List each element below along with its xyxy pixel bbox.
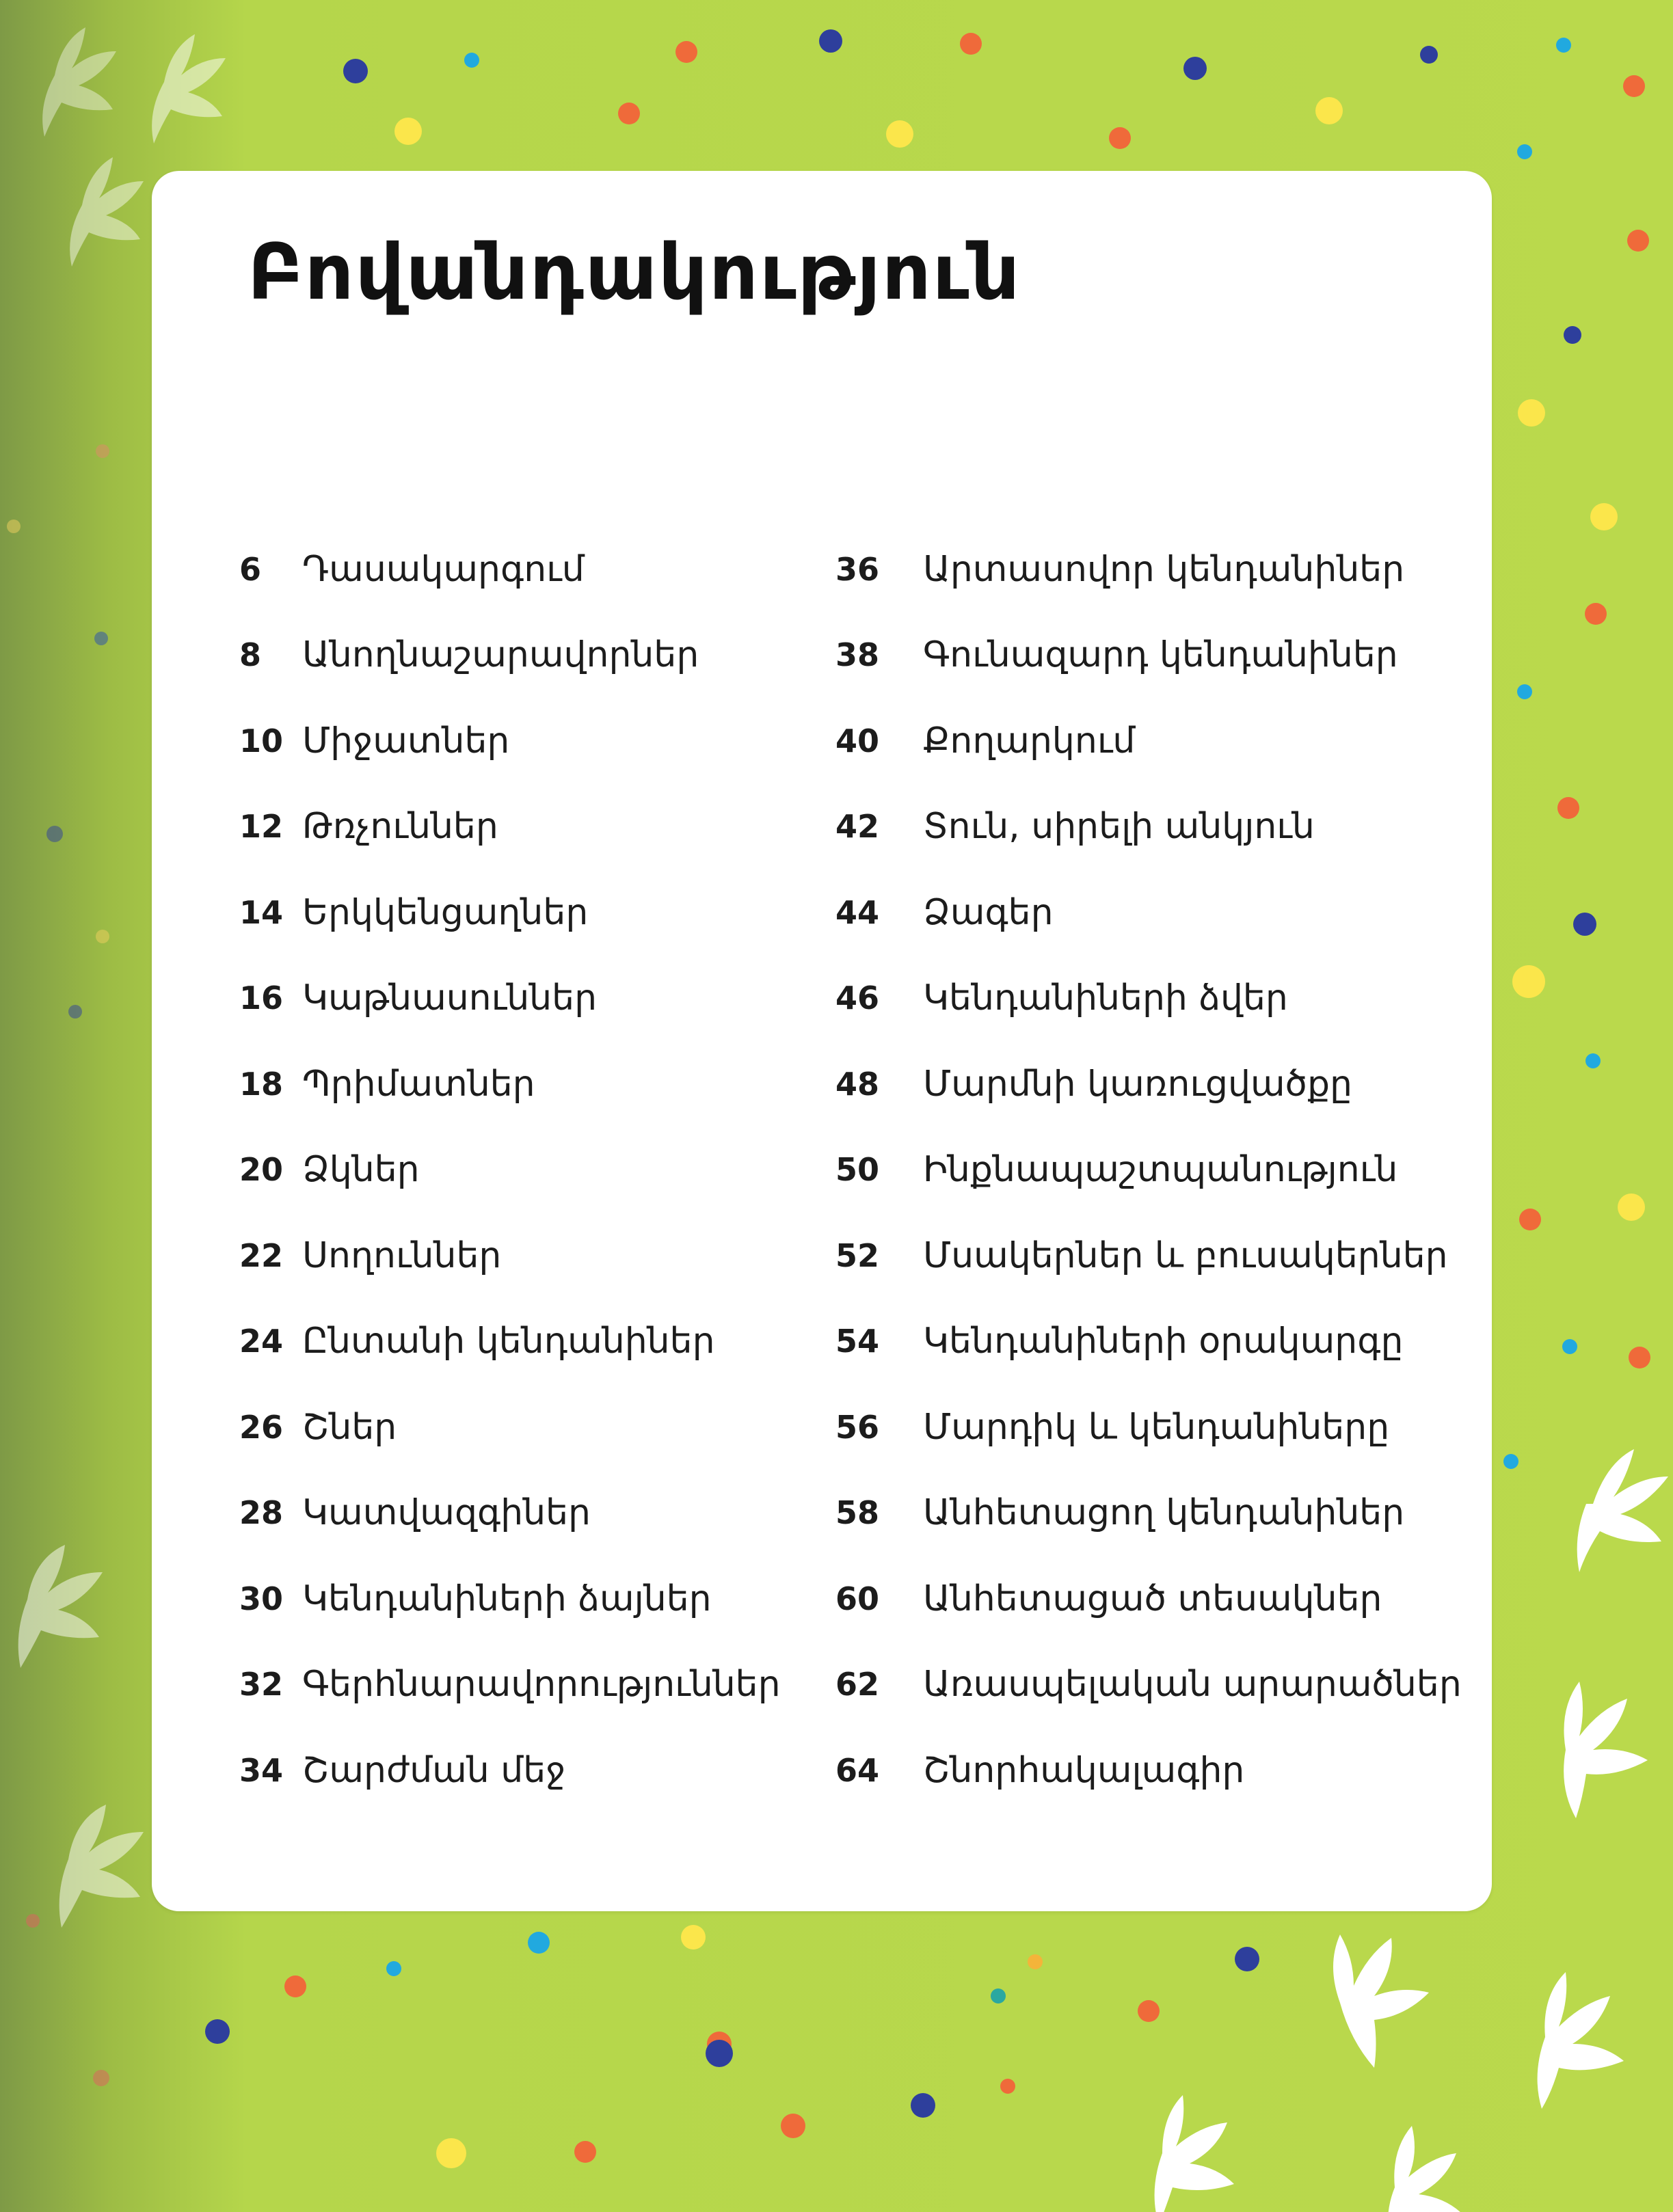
toc-entry[interactable] [835,784,1462,870]
toc-entry[interactable] [239,869,781,956]
entry-label: Կենդանիների ձվեր [923,977,1288,1019]
contents-card [152,171,1492,1911]
toc-entry[interactable] [835,526,1462,612]
dot [464,53,479,68]
dot [68,1005,82,1019]
dot [1512,965,1545,998]
dot [93,2070,109,2086]
page-number: 26 [239,1408,284,1446]
dino-footprint-icon [152,34,226,144]
dot [1420,46,1438,64]
page-number: 32 [239,1666,284,1703]
dot [7,520,21,533]
page-number: 54 [835,1323,880,1360]
dot [284,1975,306,1997]
toc-entry[interactable] [239,1642,781,1728]
toc-entry[interactable] [835,1556,1462,1642]
dot [1590,503,1618,530]
dot [386,1961,401,1976]
page-number: 6 [239,550,262,588]
entry-label: Ընտանի կենդանիներ [302,1321,715,1362]
dot [574,2141,596,2163]
entry-label: Պրիմատներ [302,1063,535,1105]
dot [205,2019,230,2044]
dot [960,33,982,55]
page-number: 60 [835,1580,880,1617]
entry-label: Ձագեր [923,891,1054,933]
entry-label: Անհետացած տեսակներ [923,1578,1382,1619]
toc-entry[interactable] [835,869,1462,956]
page-number: 10 [239,722,284,759]
dot [1315,97,1343,124]
entry-label: Ձկներ [302,1149,420,1191]
dot [94,632,108,645]
page-number: 62 [835,1666,880,1703]
page-number: 28 [239,1494,284,1532]
page-number: 8 [239,636,262,674]
toc-entry[interactable] [239,1727,781,1813]
toc-entry[interactable] [239,784,781,870]
toc-entry[interactable] [239,1213,781,1299]
dot [1556,38,1571,53]
page-number: 46 [835,980,880,1017]
dino-footprint-icon [1564,1682,1648,1818]
dot [991,1988,1006,2004]
entry-label: Երկկենցաղներ [302,891,589,933]
dot [1519,1209,1541,1230]
dot [1109,127,1131,149]
toc-entry[interactable] [239,1556,781,1642]
dot [1629,1347,1650,1368]
entry-label: Սողուններ [302,1235,502,1276]
dot [394,118,422,145]
dino-footprint-icon [18,1545,103,1668]
dino-footprint-icon [1577,1449,1668,1572]
dot [1028,1954,1043,1969]
contents-column-right [835,526,1462,1813]
dot [46,826,63,842]
dot [1518,399,1545,427]
dot [1627,230,1649,252]
page-number: 34 [239,1751,284,1789]
toc-entry[interactable] [835,698,1462,784]
entry-label: Անհետացող կենդանիներ [923,1492,1405,1534]
entry-label: Գունազարդ կենդանիներ [923,634,1398,676]
page-title: Բովանդակություն [247,228,1021,317]
page-number: 52 [835,1237,880,1274]
entry-label: Կենդանիների ձայներ [302,1578,712,1619]
dino-footprint-icon [59,1805,144,1928]
contents-column-left [239,526,781,1813]
dot [1585,603,1607,625]
dot [781,2114,805,2138]
page-number: 24 [239,1323,284,1360]
toc-entry[interactable] [835,612,1462,699]
entry-label: Գերհնարավորություններ [302,1664,781,1705]
dot [911,2093,935,2118]
page-number: 58 [835,1494,880,1532]
toc-entry[interactable] [239,956,781,1042]
dot [1138,2000,1160,2022]
dot [1503,1454,1518,1469]
dot [1000,2079,1015,2094]
page-number: 20 [239,1151,284,1189]
dot [528,1932,550,1954]
dot [886,120,913,148]
dot [819,29,842,53]
toc-entry[interactable] [835,1384,1462,1470]
toc-entry[interactable] [239,526,781,612]
toc-entry[interactable] [835,1213,1462,1299]
toc-entry[interactable] [239,1041,781,1127]
dot [1517,144,1532,159]
dot [1618,1193,1645,1221]
dot [618,103,640,124]
entry-label: Մսակերներ և բուսակերներ [923,1235,1448,1276]
toc-entry[interactable] [239,1127,781,1213]
toc-entry[interactable] [239,698,781,784]
page-number: 42 [835,808,880,846]
dino-footprint-icon [1538,1972,1624,2109]
toc-entry[interactable] [239,1470,781,1556]
toc-entry[interactable] [835,1642,1462,1728]
entry-label: Կենդանիների օրակարգը [923,1321,1404,1362]
page-number: 36 [835,550,880,588]
entry-label: Շարժման մեջ [302,1749,566,1791]
page-number: 56 [835,1408,880,1446]
toc-entry[interactable] [239,1299,781,1385]
page-number: 18 [239,1065,284,1103]
entry-label: Մարդիկ և կենդանիները [923,1406,1390,1448]
toc-entry[interactable] [835,1127,1462,1213]
dino-footprint-icon [42,27,116,137]
toc-entry[interactable] [835,1470,1462,1556]
page-number: 38 [835,636,880,674]
dot [1235,1947,1259,1971]
dot [436,2138,466,2168]
entry-label: Մարմնի կառուցվածքը [923,1063,1353,1105]
entry-label: Միջատներ [302,720,510,761]
dino-footprint-icon [1155,2095,1234,2212]
page-number: 30 [239,1580,284,1617]
toc-entry[interactable] [239,1384,781,1470]
toc-entry[interactable] [239,612,781,699]
entry-label: Տուն, սիրելի անկյուն [923,806,1315,848]
entry-label: Արտասովոր կենդանիներ [923,548,1405,590]
entry-label: Ինքնապաշտպանություն [923,1149,1398,1191]
dot [1557,797,1579,819]
entry-label: Կատվազգիներ [302,1492,591,1534]
entry-label: Քողարկում [923,720,1136,761]
dot [343,59,368,83]
entry-label: Առասպելական արարածներ [923,1664,1462,1705]
dot [675,41,697,63]
dot [26,1914,40,1928]
entry-label: Անողնաշարավորներ [302,634,699,676]
entry-label: Կաթնասուններ [302,977,598,1019]
dot [1564,326,1581,344]
page-number: 22 [239,1237,284,1274]
dot [1562,1339,1577,1354]
dino-footprint-icon [1388,2126,1463,2212]
dot [1585,1053,1601,1068]
entry-label: Շներ [302,1406,397,1448]
page-number: 50 [835,1151,880,1189]
toc-entry[interactable] [835,1299,1462,1385]
page-number: 48 [835,1065,880,1103]
dino-footprint-icon [1333,1934,1429,2068]
page-number: 40 [835,722,880,759]
dot [706,2040,733,2067]
dot [1623,75,1645,97]
dot [96,930,109,943]
entry-label: Դասակարգում [302,548,585,590]
toc-entry[interactable] [835,1727,1462,1813]
page-number: 44 [835,893,880,931]
dot [1183,57,1207,80]
entry-label: Շնորհակալագիր [923,1749,1245,1791]
page-number: 14 [239,893,284,931]
dino-footprint-icon [70,157,144,267]
toc-entry[interactable] [835,956,1462,1042]
page-number: 12 [239,808,284,846]
dot [96,444,109,458]
entry-label: Թռչուններ [302,806,498,848]
dot [1517,684,1532,699]
page-number: 16 [239,980,284,1017]
dot [681,1925,706,1950]
dot [1573,913,1596,936]
page-number: 64 [835,1751,880,1789]
toc-entry[interactable] [835,1041,1462,1127]
